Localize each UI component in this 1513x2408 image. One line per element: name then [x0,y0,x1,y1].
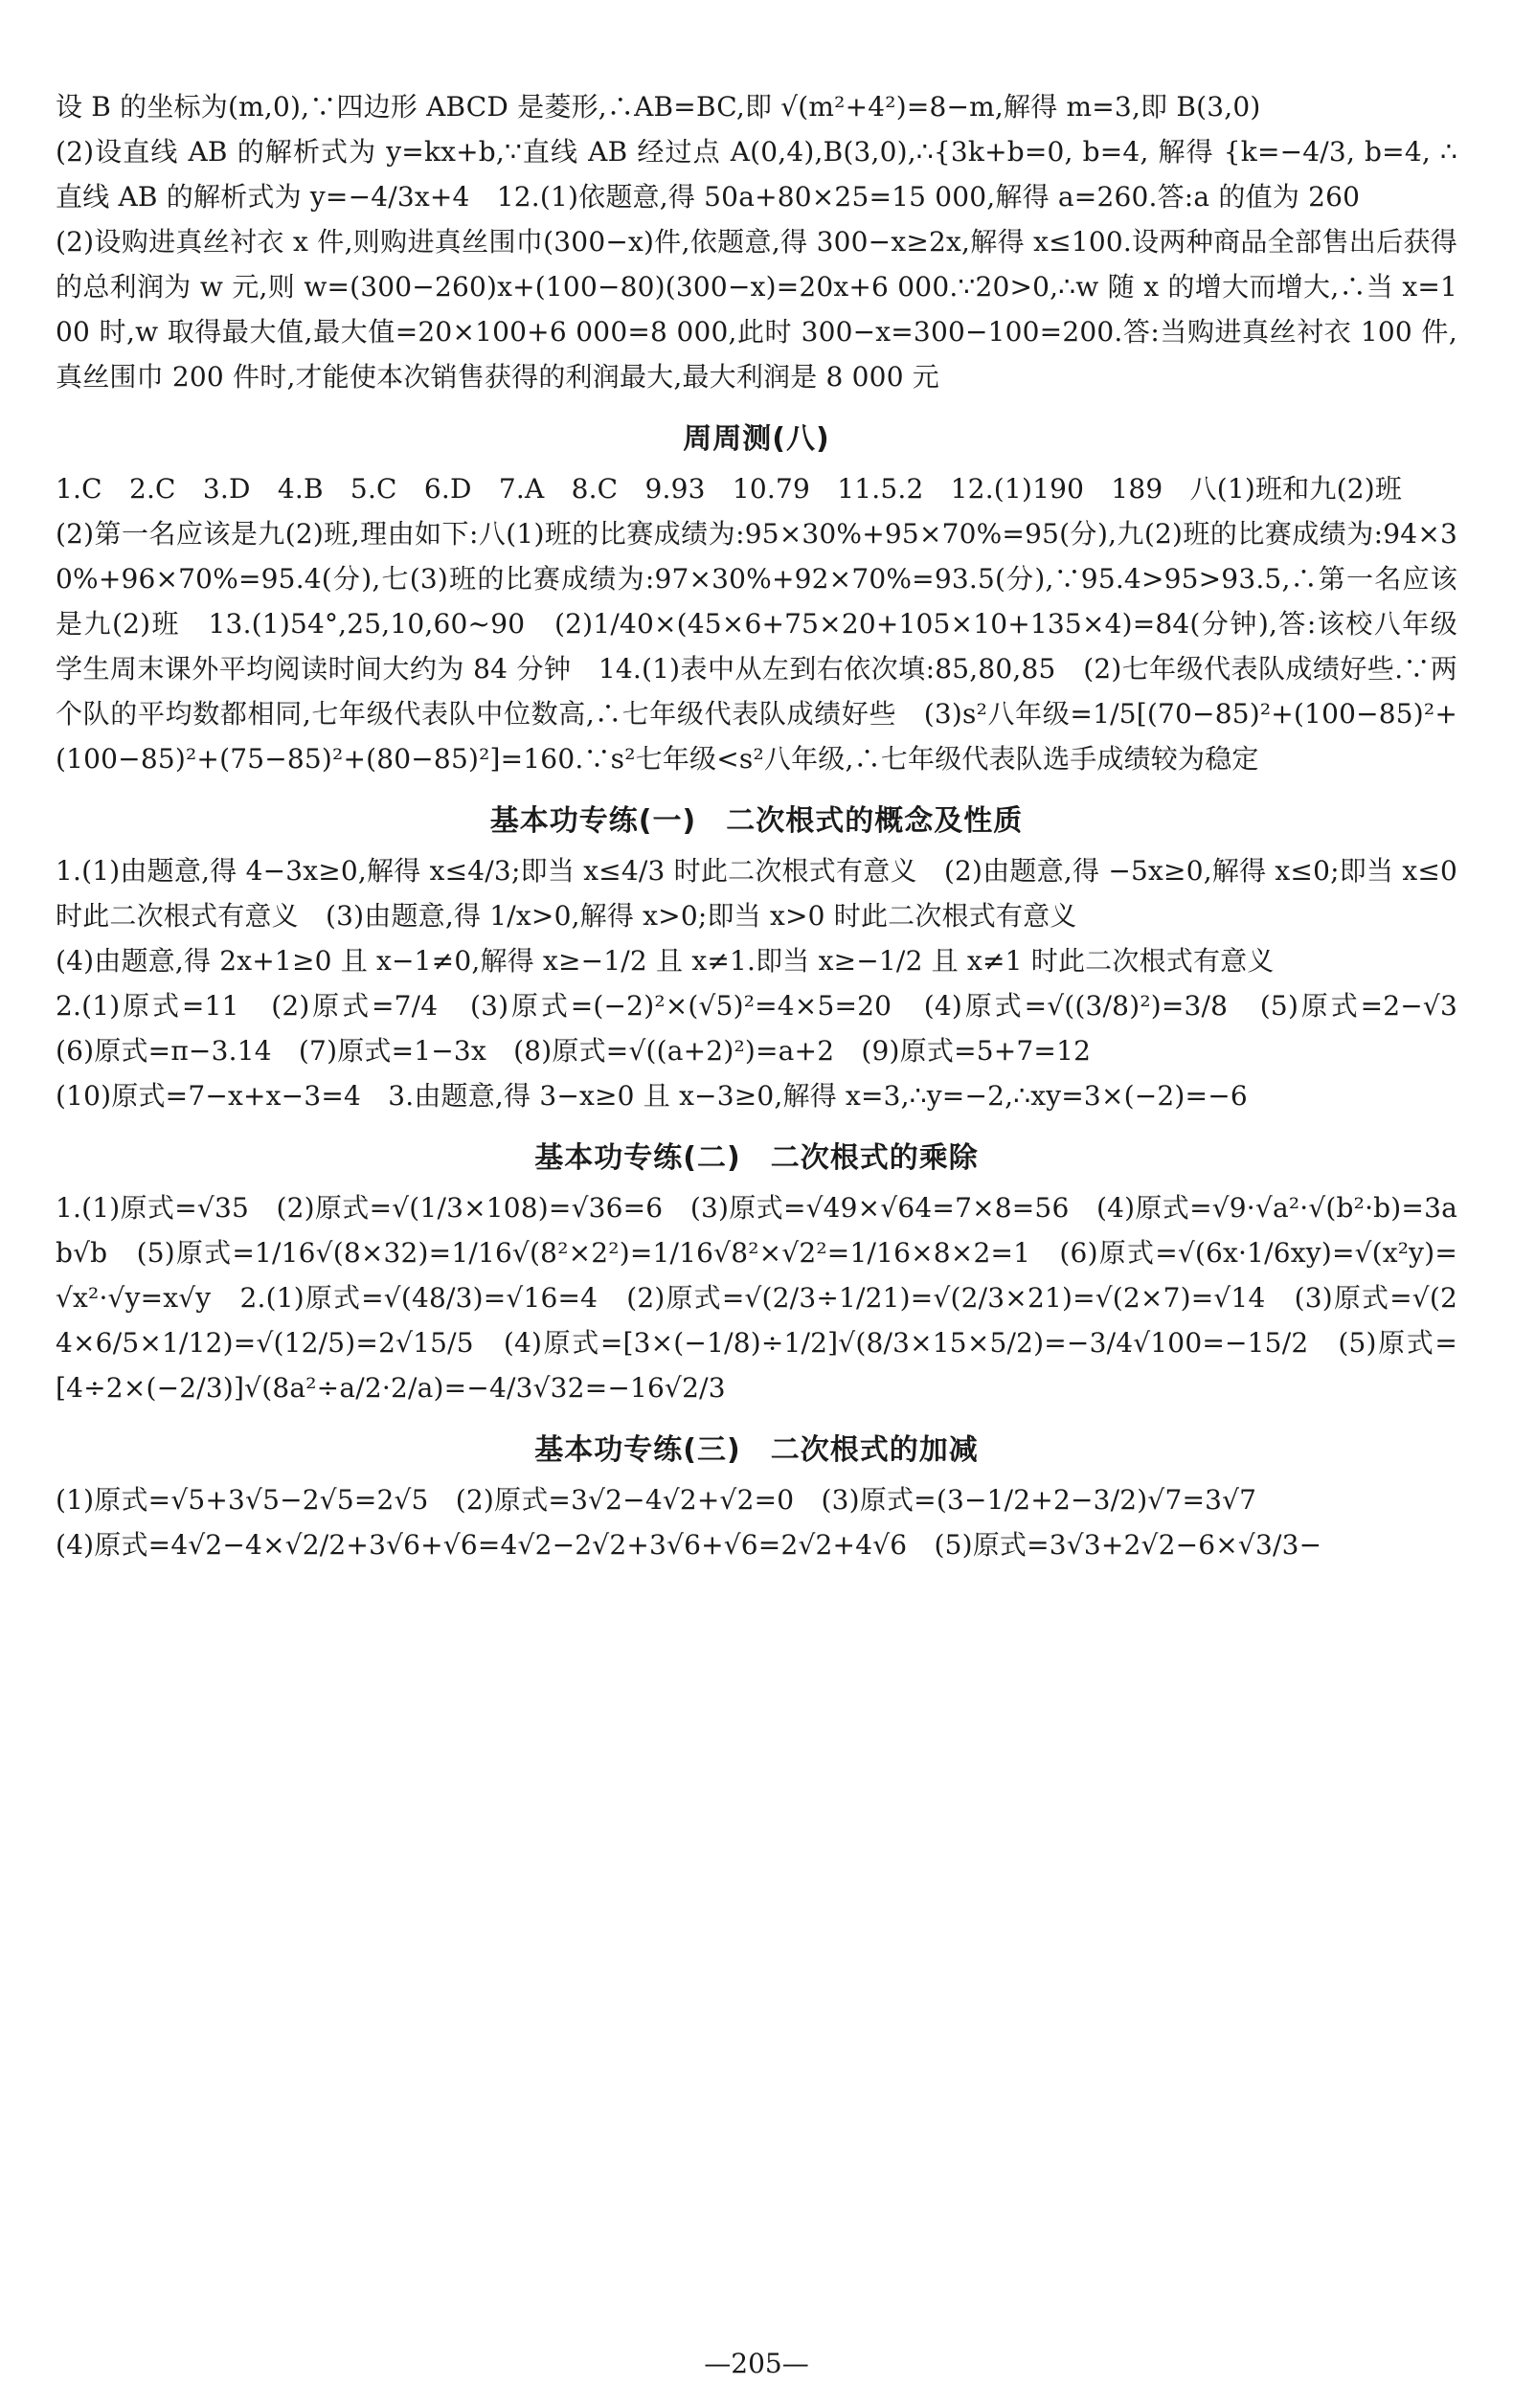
section-heading: 基本功专练(一) 二次根式的概念及性质 [489,804,1024,838]
section-heading: 基本功专练(三) 二次根式的加减 [534,1433,979,1467]
answer-paragraph: 2.(1)原式=11 (2)原式=7/4 (3)原式=(−2)²×(√5)²=4×5=20 (4)原式=√((3/8)²)=3/8 (5)原式=2−√3 (6)原式=π−3.14 (7)原式=1−3x (8)原式=√((a+2)²)=a+2 (9)原式=5+7=12 [56,990,1485,1067]
answer-paragraph: 1.(1)由题意,得 4−3x≥0,解得 x≤4/3;即当 x≤4/3 时此二次根式有意义 (2)由题意,得 −5x≥0,解得 x≤0;即当 x≤0 时此二次根式有意义 (3)由题意,得 1/x>0,解得 x>0;即当 x>0 时此二次根式有意义 [56,855,1467,932]
answer-paragraph: (10)原式=7−x+x−3=4 3.由题意,得 3−x≥0 且 x−3≥0,解得 x=3,∴y=−2,∴xy=3×(−2)=−6 [56,1080,1248,1112]
section-heading: 周周测(八) [683,422,830,456]
section-heading: 基本功专练(二) 二次根式的乘除 [534,1141,979,1175]
answer-paragraph: (2)第一名应该是九(2)班,理由如下:八(1)班的比赛成绩为:95×30%+95×70%=95(分),九(2)班的比赛成绩为:94×30%+96×70%=95.4(分),七(3)班的比赛成绩为:97×30%+92×70%=93.5(分),∵95.4>95>93.5,∴第一名应该是九(2)班 13.(1)54°,25,10,60~90 (2)1/40×(45×6+75×20+105×10+135×4)=84(分钟),答:该校八年级学生周末课外平均阅读时间大约为 84 分钟 14.(1)表中从左到右依次填:85,80,85 (2)七年级代表队成绩好些.∵两个队的平均数都相同,七年级代表队中位数高,∴七年级代表队成绩好些 (3)s²八年级=1/5[(70−85)²+(100−85)²+(100−85)²+(75−85)²+(80−85)²]=160.∵s²七年级<s²八年级,∴七年级代表队选手成绩较为稳定 [56,518,1457,775]
answer-paragraph: (1)原式=√5+3√5−2√5=2√5 (2)原式=3√2−4√2+√2=0 (3)原式=(3−1/2+2−3/2)√7=3√7 [56,1484,1257,1516]
answer-paragraph: 1.C 2.C 3.D 4.B 5.C 6.D 7.A 8.C 9.93 10.79 11.5.2 12.(1)190 189 八(1)班和九(2)班 [56,473,1403,505]
answer-paragraph: (4)原式=4√2−4×√2/2+3√6+√6=4√2−2√2+3√6+√6=2√2+4√6 (5)原式=3√3+2√2−6×√3/3− [56,1529,1322,1561]
answer-paragraph: 设 B 的坐标为(m,0),∵四边形 ABCD 是菱形,∴AB=BC,即 √(m²+4²)=8−m,解得 m=3,即 B(3,0) [56,91,1261,123]
answer-paragraph: (2)设直线 AB 的解析式为 y=kx+b,∵直线 AB 经过点 A(0,4),B(3,0),∴{3k+b=0, b=4, 解得 {k=−4/3, b=4, ∴直线 AB 的解析式为 y=−4/3x+4 12.(1)依题意,得 50a+80×25=15 000,解得 a=260.答:a 的值为 260 [56,136,1457,213]
answer-paragraph: (2)设购进真丝衬衣 x 件,则购进真丝围巾(300−x)件,依题意,得 300−x≥2x,解得 x≤100.设两种商品全部售出后获得的总利润为 w 元,则 w=(300−260)x+(100−80)(300−x)=20x+6 000.∵20>0,∴w 随 x 的增大而增大,∴当 x=100 时,w 取得最大值,最大值=20×100+6 000=8 000,此时 300−x=300−100=200.答:当购进真丝衬衣 100 件,真丝围巾 200 件时,才能使本次销售获得的利润最大,最大利润是 8 000 元 [56,226,1457,393]
page-content [56,84,1485,1567]
page-number: —205— [704,2348,809,2379]
answer-paragraph: 1.(1)原式=√35 (2)原式=√(1/3×108)=√36=6 (3)原式=√49×√64=7×8=56 (4)原式=√9·√a²·√(b²·b)=3ab√b (5)原式=1/16√(8×32)=1/16√(8²×2²)=1/16√8²×√2²=1/16×8×2=1 (6)原式=√(6x·1/6xy)=√(x²y)=√x²·√y=x√y 2.(1)原式=√(48/3)=√16=4 (2)原式=√(2/3÷1/21)=√(2/3×21)=√(2×7)=√14 (3)原式=√(24×6/5×1/12)=√(12/5)=2√15/5 (4)原式=[3×(−1/8)÷1/2]√(8/3×15×5/2)=−3/4√100=−15/2 (5)原式=[4÷2×(−2/3)]√(8a²÷a/2·2/a)=−4/3√32=−16√2/3 [56,1192,1457,1404]
answer-paragraph: (4)由题意,得 2x+1≥0 且 x−1≠0,解得 x≥−1/2 且 x≠1.即当 x≥−1/2 且 x≠1 时此二次根式有意义 [56,945,1275,977]
